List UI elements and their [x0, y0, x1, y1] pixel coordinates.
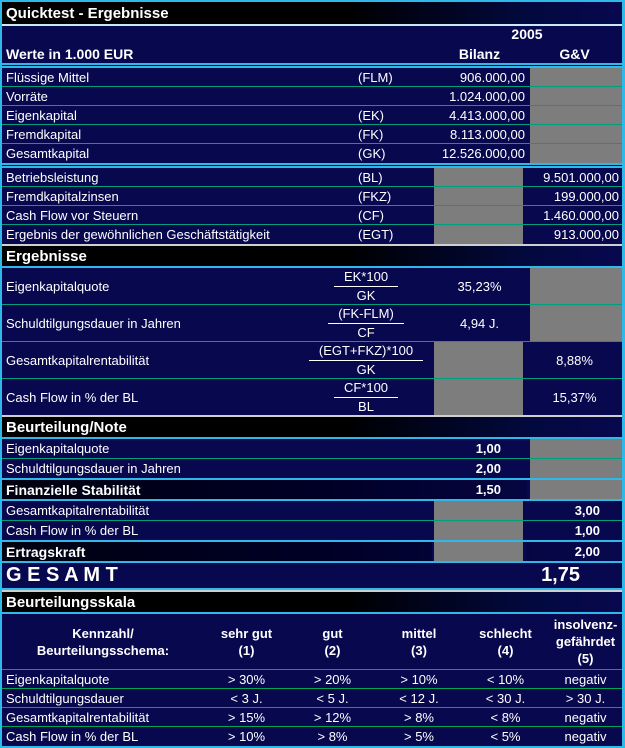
- report-title-bar: [2, 2, 622, 26]
- guv-value-cell[interactable]: 199.000,00: [553, 188, 619, 204]
- disabled-cell: [527, 106, 622, 124]
- table-row: [2, 187, 622, 206]
- formula-row: [2, 379, 622, 415]
- formula-denominator: CF: [357, 324, 375, 340]
- table-row: [2, 225, 622, 244]
- row-code: (BL): [358, 169, 383, 185]
- guv-table: [2, 168, 622, 244]
- disabled-cell: [527, 68, 622, 86]
- bilanz-table: [2, 68, 622, 163]
- formula-numerator: (EGT+FKZ)*100: [309, 343, 423, 361]
- row-label: Eigenkapitalquote: [6, 278, 110, 294]
- row-label: Betriebsleistung: [6, 169, 99, 185]
- skala-row: Eigenkapitalquote > 30% > 20% > 10% < 10% negativ: [2, 670, 622, 689]
- formula-numerator: (FK-FLM): [328, 306, 404, 324]
- row-code: (GK): [358, 146, 386, 161]
- formula-denominator: GK: [356, 287, 376, 303]
- disabled-cell: [432, 521, 527, 540]
- disabled-cell: [527, 125, 622, 143]
- gesamt-value: 1,75: [541, 564, 580, 586]
- row-label: Fremdkapital: [6, 126, 82, 142]
- row-code: (CF): [358, 207, 384, 223]
- row-label: Finanzielle Stabilität: [6, 481, 141, 498]
- ergebnisse-table: [2, 268, 622, 415]
- note-value-cell: 1,50: [475, 482, 501, 497]
- guv-value-cell[interactable]: 913.000,00: [553, 227, 619, 242]
- row-label: Gesamtkapital: [6, 146, 90, 161]
- disabled-cell: [432, 501, 527, 520]
- result-cell: 15,37%: [552, 389, 597, 405]
- skala-column-header: schlecht (4): [479, 625, 532, 658]
- formula: [300, 380, 432, 415]
- skala-table: [2, 670, 622, 746]
- result-cell: 4,94 J.: [459, 315, 500, 331]
- row-label: Cash Flow in % der BL: [6, 729, 139, 744]
- table-row: [2, 87, 622, 106]
- page-title: Quicktest - Ergebnisse: [6, 4, 169, 22]
- formula-row: [2, 342, 622, 379]
- row-code: (FKZ): [358, 188, 392, 204]
- row-label: Ertragskraft: [6, 543, 86, 560]
- formula: [300, 343, 432, 378]
- skala-corner-header: Kennzahl/ Beurteilungsschema:: [36, 625, 170, 658]
- skala-column-header: mittel (3): [401, 625, 437, 658]
- row-label: Cash Flow in % der BL: [6, 389, 139, 405]
- row-label: Schuldtilgungsdauer: [6, 690, 124, 706]
- row-label: Gesamtkapitalrentabilität: [6, 503, 150, 518]
- formula-numerator: EK*100: [334, 269, 398, 287]
- note-value-cell: 3,00: [574, 503, 600, 518]
- row-code: (FK): [358, 126, 384, 142]
- result-cell: 35,23%: [457, 278, 502, 294]
- year-header: 2005: [511, 26, 543, 42]
- row-label: Vorräte: [6, 88, 48, 104]
- skala-column-header: insolvenz- gefährdet (5): [553, 617, 618, 666]
- row-label: Cash Flow vor Steuern: [6, 207, 139, 223]
- row-label: Eigenkapitalquote: [6, 671, 110, 687]
- table-row: [2, 144, 622, 163]
- row-label: Cash Flow in % der BL: [6, 523, 139, 538]
- table-row: [2, 206, 622, 225]
- formula-row: [2, 268, 622, 305]
- skala-column-header: gut (2): [322, 625, 343, 658]
- row-code: (FLM): [358, 69, 393, 85]
- bilanz-value-cell[interactable]: 12.526.000,00: [441, 146, 525, 161]
- formula-denominator: GK: [356, 361, 376, 377]
- row-label: Gesamtkapitalrentabilität: [6, 352, 150, 368]
- disabled-cell: [432, 225, 527, 244]
- gesamt-label: G E S A M T: [6, 564, 118, 586]
- row-label: Eigenkapitalquote: [6, 441, 110, 456]
- row-label: Ergebnis der gewöhnlichen Geschäftstätigkeit: [6, 227, 270, 242]
- row-label: Schuldtilgungsdauer in Jahren: [6, 315, 181, 331]
- subtotal-row: [2, 540, 622, 563]
- skala-column-header: sehr gut (1): [220, 625, 273, 658]
- skala-row: Cash Flow in % der BL > 10% > 8% > 5% < 5% negativ: [2, 727, 622, 746]
- formula-denominator: BL: [358, 398, 374, 414]
- disabled-cell: [527, 268, 622, 304]
- year-row: [2, 26, 622, 44]
- bilanz-value-cell[interactable]: 4.413.000,00: [449, 107, 525, 123]
- table-row: [2, 168, 622, 187]
- disabled-cell: [527, 305, 622, 341]
- disabled-cell: [432, 342, 527, 378]
- table-row: [2, 125, 622, 144]
- guv-value-cell[interactable]: 9.501.000,00: [543, 169, 619, 185]
- row-label: Flüssige Mittel: [6, 69, 90, 85]
- section-header-skala: Beurteilungsskala: [2, 590, 622, 614]
- disabled-cell: [432, 379, 527, 415]
- disabled-cell: [432, 206, 527, 224]
- disabled-cell: [432, 187, 527, 205]
- guv-value-cell[interactable]: 1.460.000,00: [543, 207, 619, 223]
- row-code: (EGT): [358, 227, 394, 242]
- note-row: [2, 439, 622, 459]
- bilanz-value-cell[interactable]: 8.113.000,00: [450, 126, 525, 142]
- skala-row: Gesamtkapitalrentabilität > 15% > 12% > 8% < 8% negativ: [2, 708, 622, 727]
- note-value-cell: 1,00: [574, 523, 600, 538]
- subtotal-row: [2, 478, 622, 501]
- note-value-cell: 2,00: [475, 461, 501, 476]
- scope-label: Werte in 1.000 EUR: [6, 45, 134, 62]
- note-value-cell: 2,00: [574, 544, 600, 559]
- note-row: [2, 501, 622, 521]
- note-value-cell: 1,00: [475, 441, 501, 456]
- row-label: Schuldtilgungsdauer in Jahren: [6, 461, 181, 476]
- note-row: [2, 521, 622, 540]
- row-label: Gesamtkapitalrentabilität: [6, 709, 150, 725]
- result-cell: 8,88%: [556, 352, 593, 368]
- formula-numerator: CF*100: [334, 380, 398, 398]
- disabled-cell: [432, 542, 527, 561]
- skala-header-row: [2, 614, 622, 670]
- section-header-ergebnisse: Ergebnisse: [2, 244, 622, 268]
- disabled-cell: [527, 144, 622, 163]
- column-header-guv: G&V: [559, 45, 590, 62]
- bilanz-value-cell[interactable]: 1.024.000,00: [449, 88, 525, 104]
- disabled-cell: [527, 87, 622, 105]
- note-row: [2, 459, 622, 478]
- disabled-cell: [432, 168, 527, 186]
- table-row: [2, 106, 622, 125]
- row-code: (EK): [358, 107, 384, 123]
- formula-row: [2, 305, 622, 342]
- disabled-cell: [527, 480, 622, 499]
- disabled-cell: [527, 439, 622, 458]
- beurteilung-table: [2, 439, 622, 563]
- row-label: Fremdkapitalzinsen: [6, 188, 119, 204]
- gesamt-row: [2, 563, 622, 590]
- table-row: [2, 68, 622, 87]
- column-header-bilanz: Bilanz: [458, 45, 501, 62]
- section-header-beurteilung: Beurteilung/Note: [2, 415, 622, 439]
- column-header-row: [2, 44, 622, 63]
- bilanz-value-cell[interactable]: 906.000,00: [459, 69, 525, 85]
- disabled-cell: [527, 459, 622, 478]
- skala-row: Schuldtilgungsdauer < 3 J. < 5 J. < 12 J. < 30 J. > 30 J.: [2, 689, 622, 708]
- row-label: Eigenkapital: [6, 107, 77, 123]
- formula: [300, 306, 432, 341]
- formula: [300, 269, 432, 304]
